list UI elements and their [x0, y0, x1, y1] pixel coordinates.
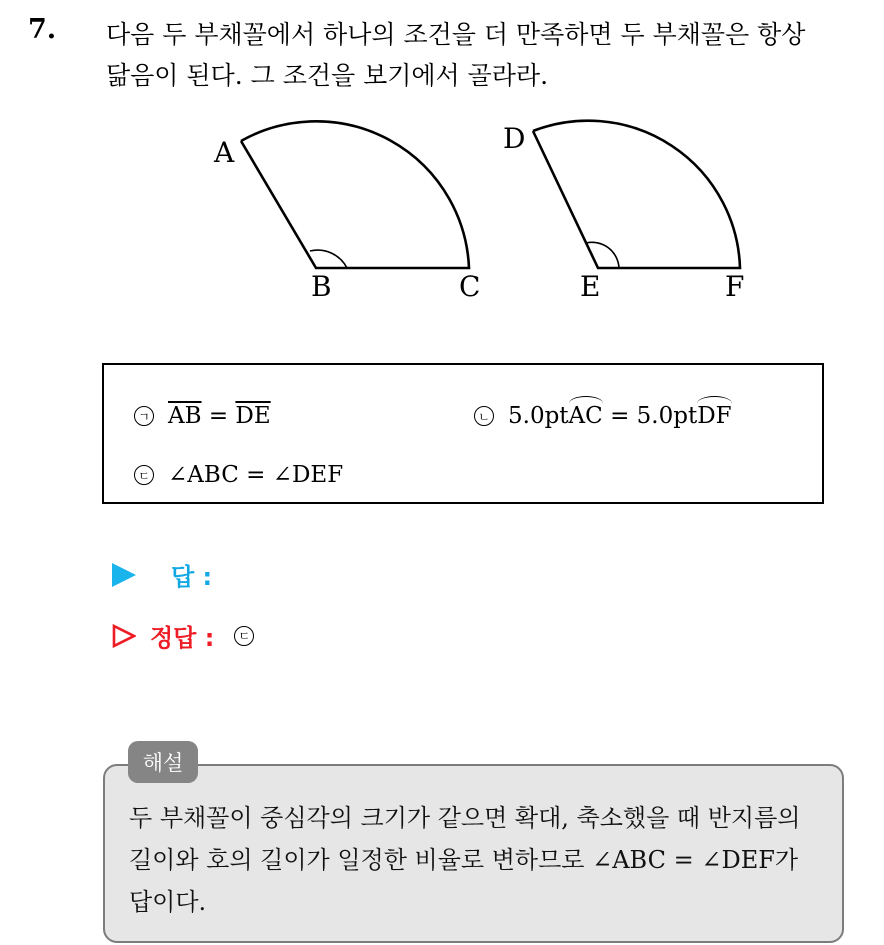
sector-def-shape — [533, 121, 740, 268]
play-outline-icon — [112, 624, 136, 648]
question-number: 7. — [28, 14, 57, 45]
choice-3-text: ∠ABC = ∠DEF — [168, 462, 344, 488]
play-filled-icon — [112, 563, 136, 587]
explanation-tab: 해설 — [128, 741, 198, 783]
choice-mark: ㄱ — [134, 406, 154, 426]
choice-mark: ㄴ — [474, 406, 494, 426]
choice-1 — [134, 403, 271, 429]
choices-box — [102, 363, 824, 504]
sector-abc — [213, 121, 480, 303]
label-e: E — [580, 270, 601, 303]
explanation-line: 답이다. — [129, 888, 207, 916]
choice-2-op: = 5.0pt — [602, 403, 698, 429]
correct-answer-value: ㄷ — [234, 626, 254, 646]
choice-2 — [474, 403, 732, 429]
label-f: F — [725, 270, 745, 303]
label-d: D — [503, 122, 526, 155]
explanation-line: 두 부채꼴이 중심각의 크기가 같으면 확대, 축소했을 때 반지름의 — [129, 804, 801, 832]
label-c: C — [459, 270, 481, 303]
sector-abc-shape — [241, 121, 469, 268]
choice-3 — [134, 462, 343, 488]
choice-mark: ㄷ — [134, 465, 154, 485]
explanation-text — [129, 797, 829, 923]
choice-2-left: AC — [568, 403, 603, 429]
choice-1-right: $\overline{DE}$ — [235, 403, 271, 429]
explanation-line: 길이와 호의 길이가 일정한 비율로 변하므로 ∠ABC = ∠DEF가 — [129, 846, 799, 874]
correct-answer-label: 정답 : — [150, 624, 215, 652]
choice-2-prefix: 5.0pt — [508, 403, 569, 429]
question-line: 닮음이 된다. 그 조건을 보기에서 골라라. — [106, 61, 549, 90]
answer-row — [112, 557, 212, 592]
correct-answer-row — [112, 618, 254, 653]
label-b: B — [311, 270, 332, 303]
answer-label: 답 : — [171, 563, 213, 591]
choice-2-right: DF — [697, 403, 732, 429]
explanation-box — [103, 764, 844, 943]
sector-def — [503, 121, 744, 303]
question-line: 다음 두 부채꼴에서 하나의 조건을 더 만족하면 두 부채꼴은 항상 — [106, 20, 806, 49]
sector-figure — [0, 0, 884, 320]
choice-1-op: = — [201, 403, 236, 429]
label-a: A — [214, 136, 235, 169]
choice-1-left: $\overline{AB}$ — [168, 403, 202, 429]
